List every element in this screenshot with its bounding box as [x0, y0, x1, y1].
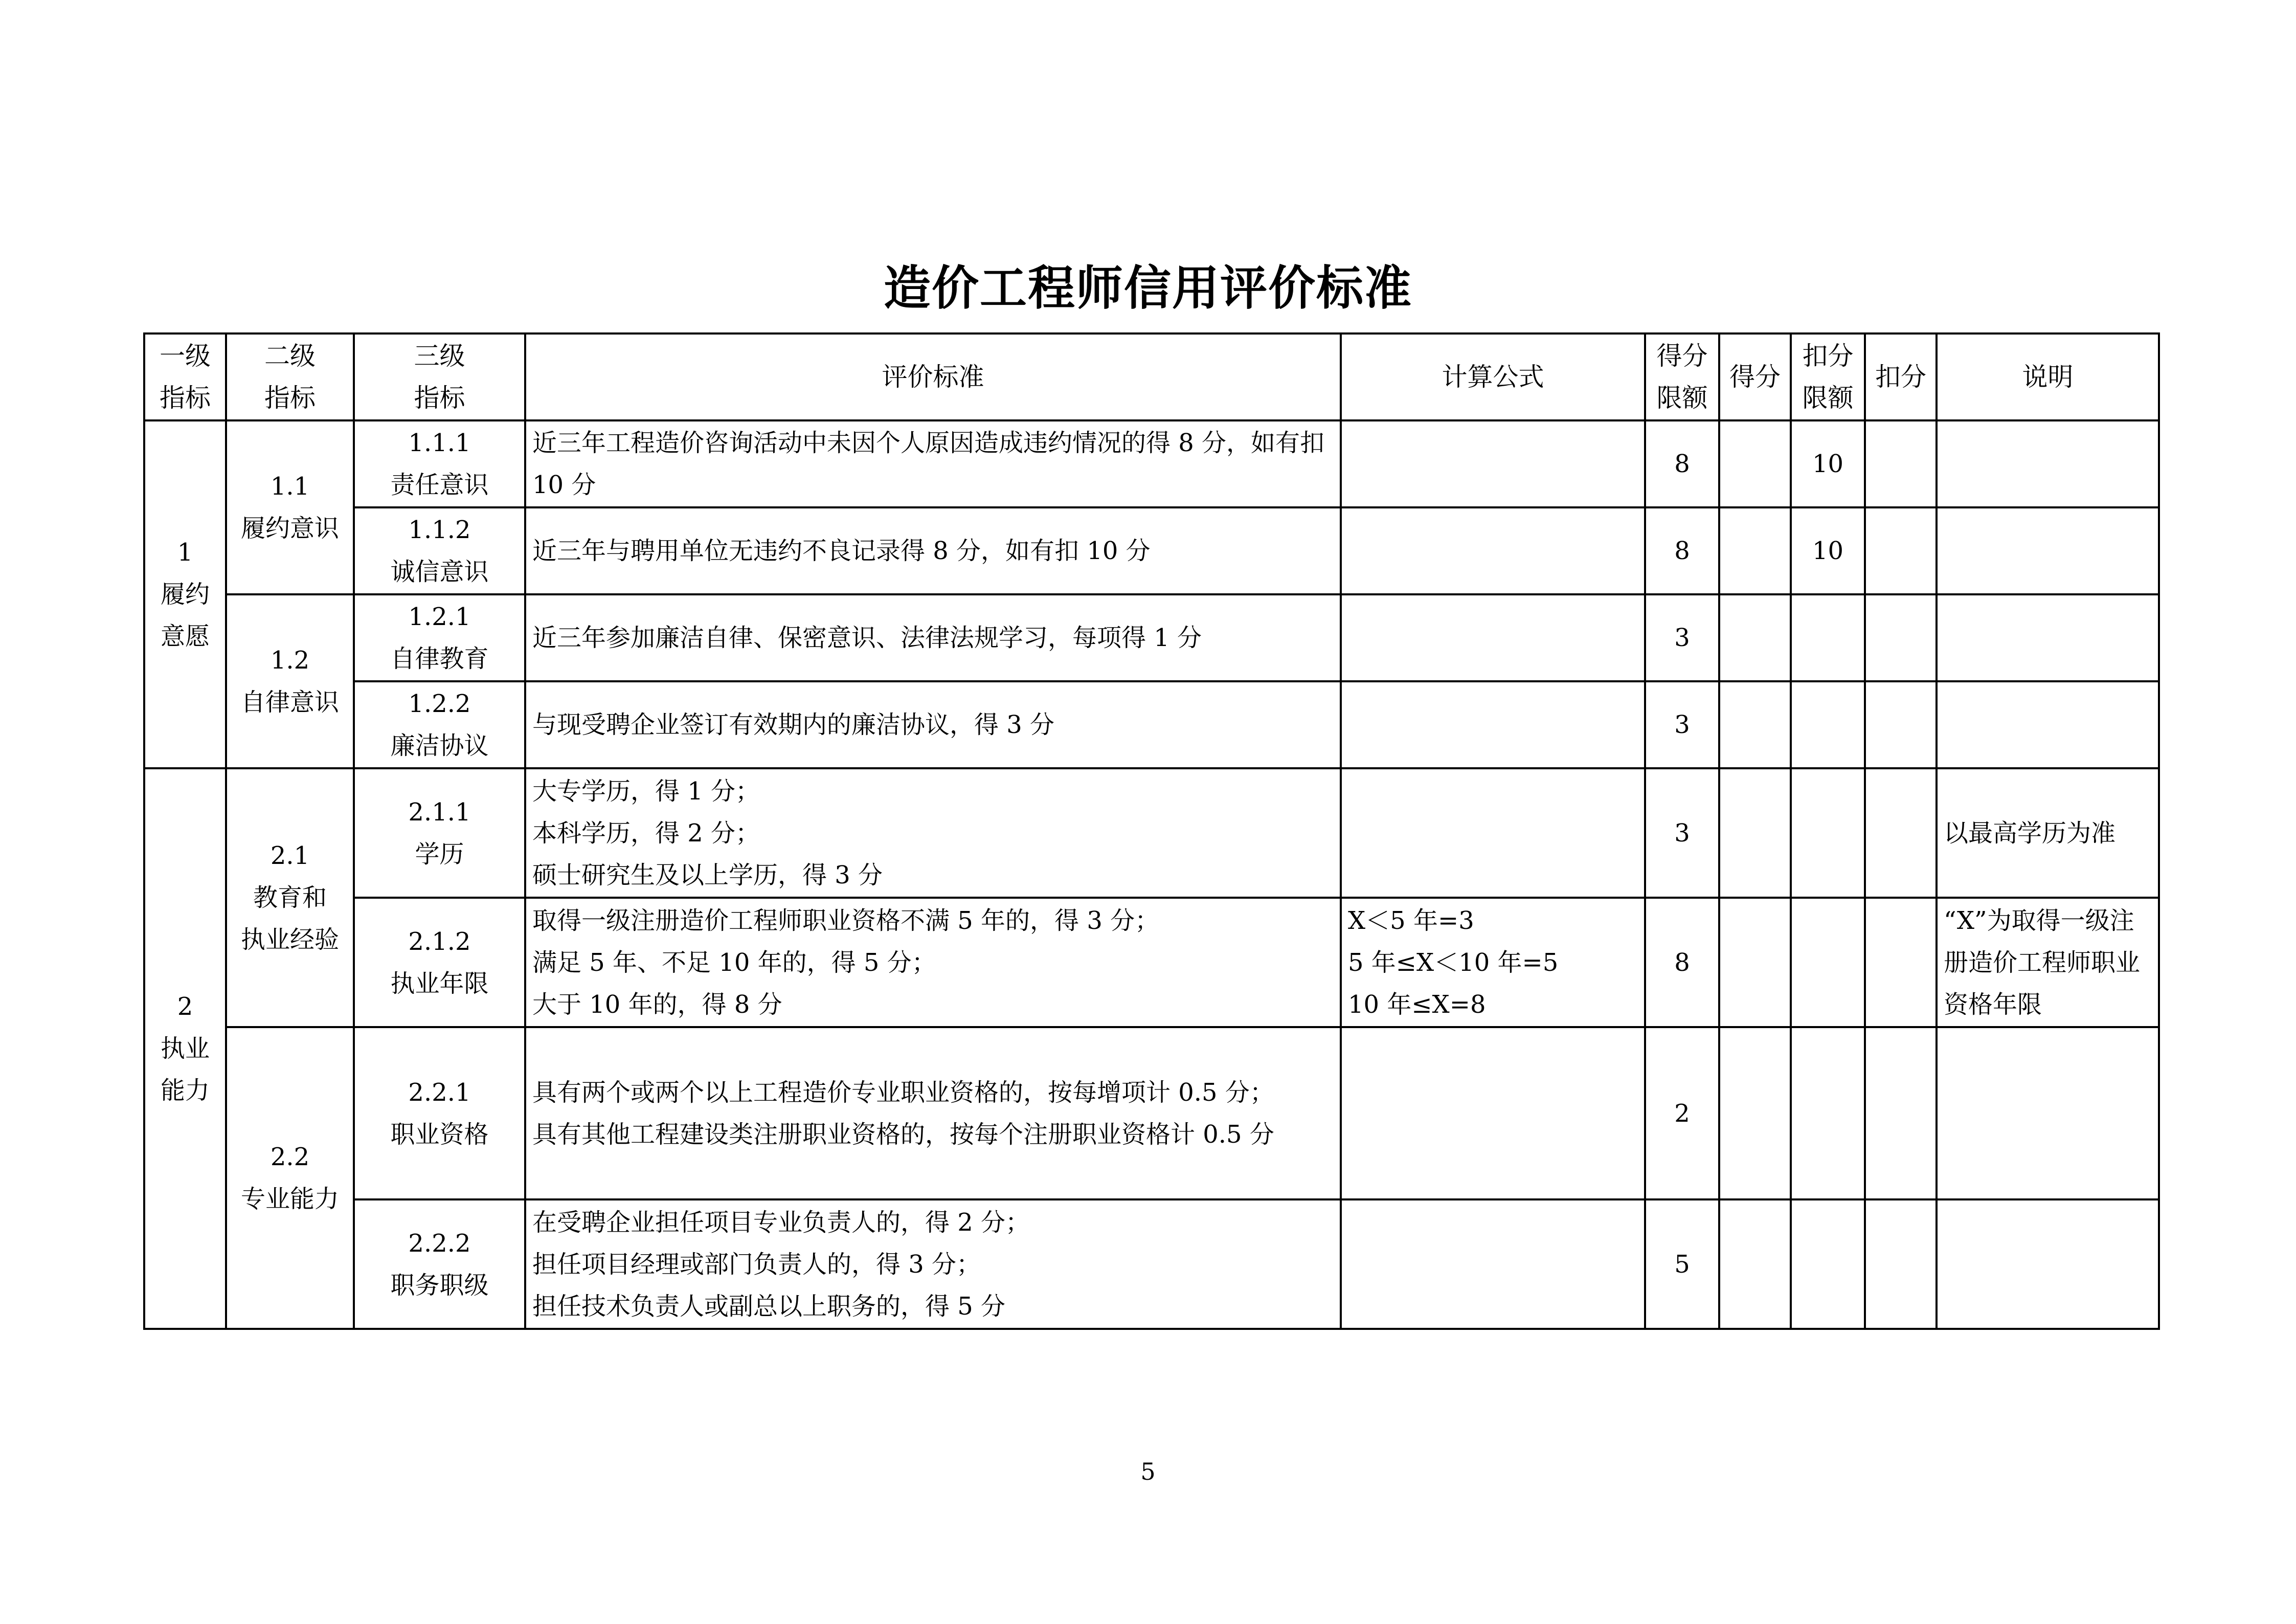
score-cell	[1719, 420, 1791, 507]
note-cell	[1937, 507, 2159, 594]
deduct-limit-cell	[1791, 594, 1865, 681]
deduct-limit-cell	[1791, 768, 1865, 898]
level3-cell: 2.1.2 执业年限	[354, 898, 525, 1027]
table-row	[144, 768, 2159, 898]
evaluation-table	[143, 332, 2160, 1330]
formula-cell	[1341, 1027, 1645, 1199]
level3-cell: 2.2.2 职务职级	[354, 1199, 525, 1329]
deduct-cell	[1865, 768, 1937, 898]
score-cell	[1719, 681, 1791, 768]
level3-cell: 1.1.1 责任意识	[354, 420, 525, 507]
criteria-cell: 具有两个或两个以上工程造价专业职业资格的，按每增项计 0.5 分； 具有其他工程建设类注册职业资格的，按每个注册职业资格计 0.5 分	[525, 1027, 1341, 1199]
note-cell: 以最高学历为准	[1937, 768, 2159, 898]
table-header-row	[144, 333, 2159, 420]
criteria-cell: 近三年工程造价咨询活动中未因个人原因造成违约情况的得 8 分，如有扣 10 分	[525, 420, 1341, 507]
score-limit-cell: 3	[1645, 594, 1719, 681]
deduct-cell	[1865, 898, 1937, 1027]
criteria-cell: 取得一级注册造价工程师职业资格不满 5 年的，得 3 分； 满足 5 年、不足 10 年的，得 5 分； 大于 10 年的，得 8 分	[525, 898, 1341, 1027]
formula-cell	[1341, 420, 1645, 507]
score-limit-cell: 8	[1645, 898, 1719, 1027]
header-score: 得分	[1719, 333, 1791, 420]
formula-cell: X＜5 年=3 5 年≤X＜10 年=5 10 年≤X=8	[1341, 898, 1645, 1027]
header-note: 说明	[1937, 333, 2159, 420]
deduct-cell	[1865, 681, 1937, 768]
note-cell	[1937, 1027, 2159, 1199]
level2-cell: 2.1 教育和 执业经验	[226, 768, 354, 1027]
deduct-cell	[1865, 507, 1937, 594]
score-cell	[1719, 1199, 1791, 1329]
table-row	[144, 420, 2159, 507]
note-cell	[1937, 594, 2159, 681]
page-number: 5	[1140, 1458, 1156, 1485]
header-score-limit: 得分 限额	[1645, 333, 1719, 420]
criteria-cell: 与现受聘企业签订有效期内的廉洁协议，得 3 分	[525, 681, 1341, 768]
header-deduct: 扣分	[1865, 333, 1937, 420]
score-limit-cell: 3	[1645, 768, 1719, 898]
deduct-limit-cell: 10	[1791, 420, 1865, 507]
level1-cell: 2 执业 能力	[144, 768, 226, 1329]
score-cell	[1719, 768, 1791, 898]
criteria-cell: 大专学历，得 1 分； 本科学历，得 2 分； 硕士研究生及以上学历，得 3 分	[525, 768, 1341, 898]
note-cell	[1937, 681, 2159, 768]
level3-cell: 1.2.1 自律教育	[354, 594, 525, 681]
level2-cell: 2.2 专业能力	[226, 1027, 354, 1329]
deduct-cell	[1865, 1199, 1937, 1329]
document-title: 造价工程师信用评价标准	[883, 261, 1412, 316]
formula-cell	[1341, 594, 1645, 681]
score-cell	[1719, 898, 1791, 1027]
level3-cell: 2.1.1 学历	[354, 768, 525, 898]
score-limit-cell: 5	[1645, 1199, 1719, 1329]
header-criteria: 评价标准	[525, 333, 1341, 420]
level3-cell: 1.2.2 廉洁协议	[354, 681, 525, 768]
header-level3: 三级 指标	[354, 333, 525, 420]
header-formula: 计算公式	[1341, 333, 1645, 420]
table-row	[144, 681, 2159, 768]
table-row	[144, 1199, 2159, 1329]
formula-cell	[1341, 507, 1645, 594]
level2-cell: 1.2 自律意识	[226, 594, 354, 768]
level3-cell: 1.1.2 诚信意识	[354, 507, 525, 594]
deduct-cell	[1865, 594, 1937, 681]
criteria-cell: 在受聘企业担任项目专业负责人的，得 2 分； 担任项目经理或部门负责人的，得 3 分； 担任技术负责人或副总以上职务的，得 5 分	[525, 1199, 1341, 1329]
header-level2: 二级 指标	[226, 333, 354, 420]
table-row	[144, 594, 2159, 681]
level2-cell: 1.1 履约意识	[226, 420, 354, 594]
level1-cell: 1 履约 意愿	[144, 420, 226, 768]
score-limit-cell: 8	[1645, 420, 1719, 507]
deduct-cell	[1865, 420, 1937, 507]
deduct-limit-cell	[1791, 681, 1865, 768]
score-limit-cell: 2	[1645, 1027, 1719, 1199]
level3-cell: 2.2.1 职业资格	[354, 1027, 525, 1199]
deduct-limit-cell	[1791, 1027, 1865, 1199]
criteria-cell: 近三年参加廉洁自律、保密意识、法律法规学习，每项得 1 分	[525, 594, 1341, 681]
score-cell	[1719, 1027, 1791, 1199]
header-level1: 一级 指标	[144, 333, 226, 420]
score-cell	[1719, 594, 1791, 681]
deduct-limit-cell: 10	[1791, 507, 1865, 594]
score-cell	[1719, 507, 1791, 594]
deduct-limit-cell	[1791, 1199, 1865, 1329]
deduct-limit-cell	[1791, 898, 1865, 1027]
table-row	[144, 507, 2159, 594]
score-limit-cell: 3	[1645, 681, 1719, 768]
note-cell	[1937, 1199, 2159, 1329]
score-limit-cell: 8	[1645, 507, 1719, 594]
note-cell	[1937, 420, 2159, 507]
formula-cell	[1341, 1199, 1645, 1329]
table-row	[144, 1027, 2159, 1199]
note-cell: “X”为取得一级注册造价工程师职业资格年限	[1937, 898, 2159, 1027]
formula-cell	[1341, 681, 1645, 768]
criteria-cell: 近三年与聘用单位无违约不良记录得 8 分，如有扣 10 分	[525, 507, 1341, 594]
table-row	[144, 898, 2159, 1027]
deduct-cell	[1865, 1027, 1937, 1199]
header-deduct-limit: 扣分 限额	[1791, 333, 1865, 420]
formula-cell	[1341, 768, 1645, 898]
